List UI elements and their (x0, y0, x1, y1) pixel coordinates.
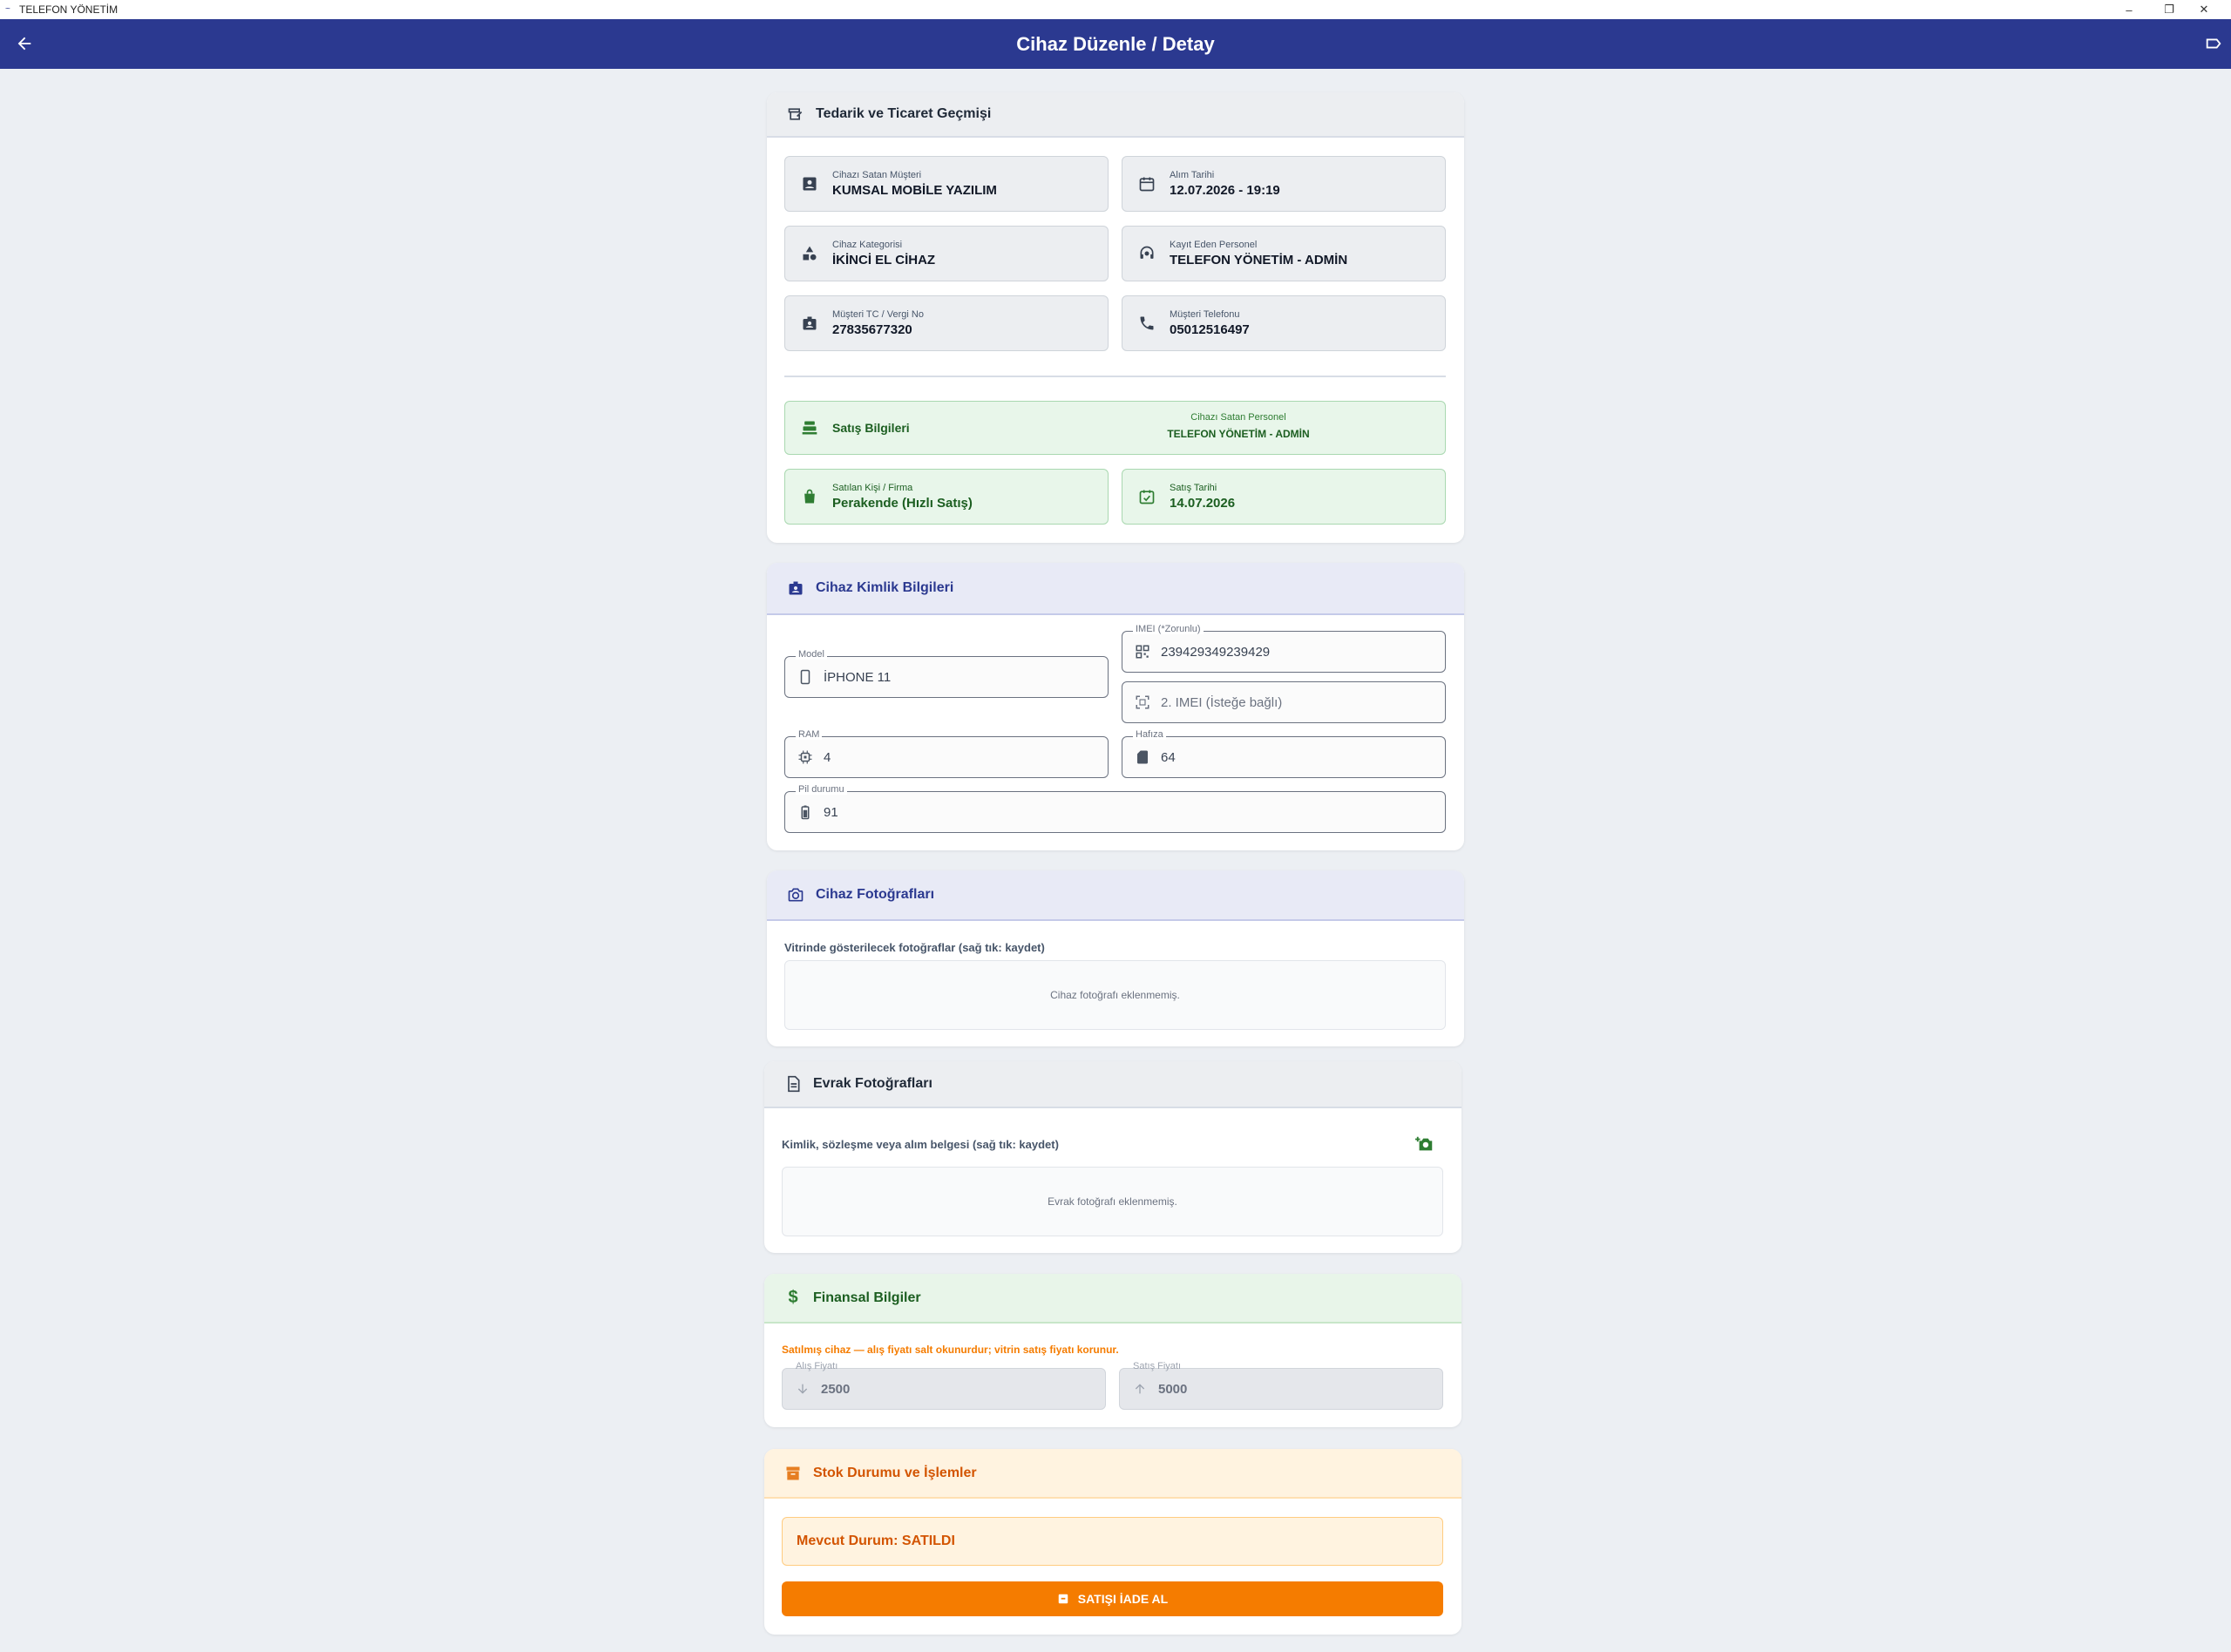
buy-price-value: 2500 (821, 1381, 851, 1397)
financial-header (764, 1274, 1461, 1324)
battery-field[interactable] (784, 784, 1446, 833)
imei-label: IMEI (*Zorunlu) (1133, 624, 1204, 634)
model-value: İPHONE 11 (824, 669, 892, 685)
shopping-bag-icon (799, 486, 820, 507)
supply-history-header (767, 92, 1464, 138)
storage-field[interactable] (1122, 729, 1446, 778)
customer-phone-value: 05012516497 (1170, 322, 1250, 337)
document-photos-header (764, 1061, 1461, 1108)
category-value: İKİNCİ EL CİHAZ (832, 253, 936, 267)
category-label: Cihaz Kategorisi (832, 240, 903, 250)
smartphone-icon (796, 667, 815, 687)
device-identity-header (767, 563, 1464, 615)
seller-personnel-label: Cihazı Satan Personel (1190, 412, 1286, 423)
battery-label: Pil durumu (796, 784, 847, 795)
financial-card (764, 1274, 1461, 1427)
camera-icon (786, 885, 805, 904)
tax-id-label: Müşteri TC / Vergi No (832, 309, 924, 320)
tax-id-value: 27835677320 (832, 322, 912, 337)
financial-title: Finansal Bilgiler (813, 1290, 921, 1305)
seller-customer-label: Cihazı Satan Müşteri (832, 170, 922, 180)
category-box (784, 226, 1109, 281)
badge-icon (786, 579, 805, 598)
customer-phone-label: Müşteri Telefonu (1170, 309, 1240, 320)
qr-code-icon (1133, 642, 1152, 661)
stock-card (764, 1449, 1461, 1635)
device-photos-note: Vitrinde gösterilecek fotoğraflar (sağ tık: kaydet) (784, 941, 1045, 954)
support-agent-icon (1136, 243, 1157, 264)
recorded-by-label: Kayıt Eden Personel (1170, 240, 1258, 250)
stock-title: Stok Durumu ve İşlemler (813, 1465, 977, 1480)
document-icon (783, 1074, 803, 1093)
imei2-field[interactable] (1122, 681, 1446, 723)
sell-price-field (1119, 1361, 1443, 1410)
buyer-box (784, 469, 1109, 525)
contact-card-icon (799, 173, 820, 194)
return-sale-label: SATIŞI İADE AL (1077, 1592, 1169, 1606)
app-icon: ~ (5, 4, 10, 14)
recorded-by-value: TELEFON YÖNETİM - ADMİN (1170, 253, 1348, 267)
financial-warning: Satılmış cihaz — alış fiyatı salt okunurdur; vitrin satış fiyatı korunur. (782, 1344, 1119, 1356)
buyer-value: Perakende (Hızlı Satış) (832, 496, 973, 511)
buy-price-field (782, 1361, 1106, 1410)
seller-customer-value: KUMSAL MOBİLE YAZILIM (832, 183, 997, 198)
seller-customer-box (784, 156, 1109, 212)
device-identity-card (767, 563, 1464, 850)
ram-field[interactable] (784, 729, 1109, 778)
page-title: Cihaz Düzenle / Detay (1016, 32, 1215, 55)
customer-phone-box (1122, 295, 1446, 351)
storage-label: Hafıza (1133, 729, 1166, 740)
tax-id-box (784, 295, 1109, 351)
label-button[interactable] (2201, 31, 2226, 56)
buyer-label: Satılan Kişi / Firma (832, 483, 913, 493)
arrow-down-icon (793, 1379, 812, 1398)
inventory-box-icon (783, 1464, 803, 1483)
id-badge-icon (799, 313, 820, 334)
return-sale-button[interactable] (782, 1581, 1443, 1616)
document-photos-empty: Evrak fotoğrafı eklenmemiş. (782, 1167, 1443, 1236)
minimize-button[interactable]: – (2126, 3, 2133, 17)
stock-status-text: Mevcut Durum: SATILDI (797, 1534, 955, 1548)
battery-icon (796, 802, 815, 822)
phone-icon (1136, 313, 1157, 334)
category-icon (799, 243, 820, 264)
event-available-icon (1136, 486, 1157, 507)
document-photos-card (764, 1061, 1461, 1253)
model-label: Model (796, 649, 827, 660)
qr-scan-icon (1133, 693, 1152, 712)
device-photos-header (767, 870, 1464, 921)
divider (784, 376, 1446, 377)
history-icon (786, 105, 805, 124)
imei-field[interactable] (1122, 624, 1446, 673)
seller-personnel-value: TELEFON YÖNETİM - ADMİN (1167, 428, 1310, 440)
sale-date-label: Satış Tarihi (1170, 483, 1217, 493)
close-window-button[interactable]: ✕ (2199, 3, 2209, 16)
dollar-icon: $ (788, 1288, 798, 1307)
restore-box-icon (1057, 1593, 1069, 1605)
supply-history-card (767, 92, 1464, 543)
supply-history-title: Tedarik ve Ticaret Geçmişi (816, 106, 992, 121)
point-of-sale-icon (799, 417, 820, 438)
window-title: TELEFON YÖNETİM (19, 3, 119, 16)
purchase-date-label: Alım Tarihi (1170, 170, 1215, 180)
app-bar (0, 19, 2231, 69)
storage-value: 64 (1161, 749, 1176, 765)
stock-header (764, 1449, 1461, 1499)
device-photos-empty: Cihaz fotoğrafı eklenmemiş. (784, 960, 1446, 1030)
device-identity-title: Cihaz Kimlik Bilgileri (816, 580, 954, 595)
stock-status-box (782, 1517, 1443, 1566)
sd-card-icon (1133, 748, 1152, 767)
add-photo-button[interactable] (1414, 1133, 1436, 1155)
sell-price-label: Satış Fiyatı (1133, 1361, 1182, 1371)
arrow-back-icon (15, 34, 34, 53)
sale-date-box (1122, 469, 1446, 525)
sale-info-box (784, 401, 1446, 455)
recorded-by-box (1122, 226, 1446, 281)
purchase-date-value: 12.07.2026 - 19:19 (1170, 183, 1280, 198)
document-photos-title: Evrak Fotoğrafları (813, 1076, 932, 1091)
maximize-button[interactable]: ❐ (2164, 3, 2174, 16)
model-field[interactable] (784, 649, 1109, 698)
seller-personnel (1134, 412, 1343, 440)
sell-price-value: 5000 (1158, 1381, 1188, 1397)
device-photos-title: Cihaz Fotoğrafları (816, 887, 935, 902)
imei-value: 239429349239429 (1161, 644, 1271, 660)
ram-label: RAM (796, 729, 822, 740)
buy-price-label: Alış Fiyatı (796, 1361, 838, 1371)
back-button[interactable] (12, 31, 37, 56)
window-titlebar (0, 0, 2231, 19)
calendar-icon (1136, 173, 1157, 194)
ram-value: 4 (824, 749, 831, 765)
device-photos-card (767, 870, 1464, 1046)
sale-date-value: 14.07.2026 (1170, 496, 1236, 511)
purchase-date-box (1122, 156, 1446, 212)
battery-value: 91 (824, 804, 838, 820)
document-photos-note: Kimlik, sözleşme veya alım belgesi (sağ tık: kaydet) (782, 1138, 1059, 1151)
imei2-input[interactable] (1161, 695, 1422, 710)
memory-chip-icon (796, 748, 815, 767)
sale-info-title: Satış Bilgileri (832, 421, 910, 435)
label-icon (2204, 34, 2223, 53)
arrow-up-icon (1130, 1379, 1149, 1398)
add-a-photo-icon (1415, 1134, 1434, 1154)
